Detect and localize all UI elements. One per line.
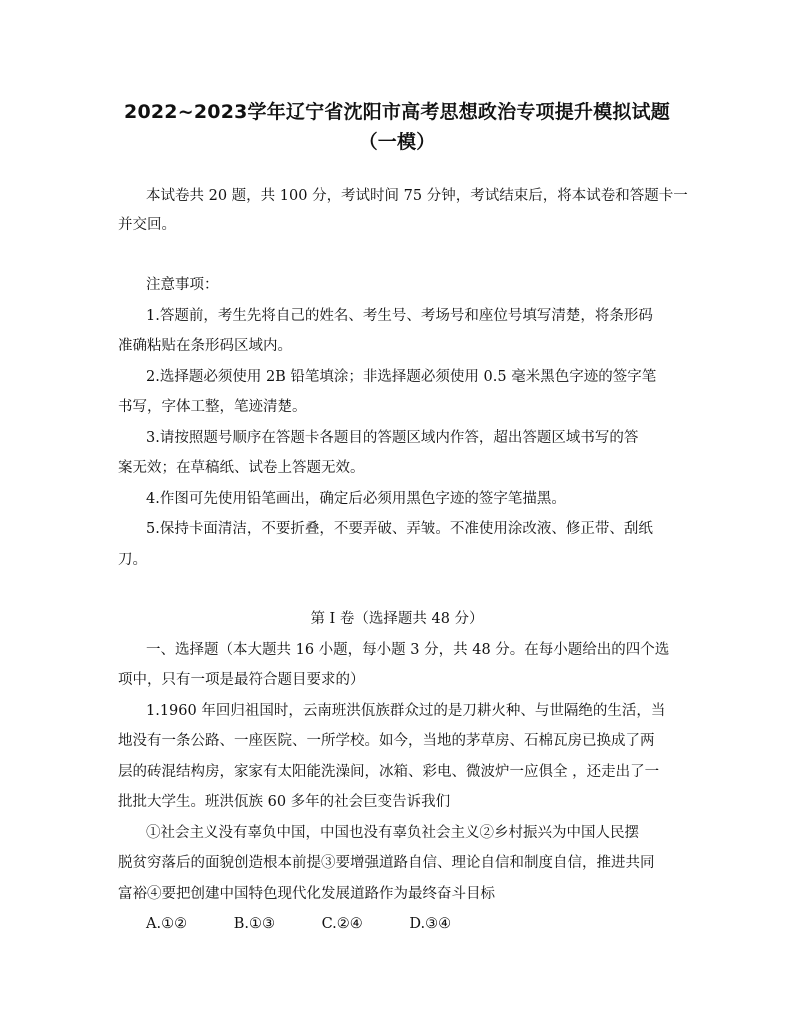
note-3-line-2: 案无效；在草稿纸、试卷上答题无效。 (118, 460, 365, 476)
question-1-line-2: 地没有一条公路、一座医院、一所学校。如今，当地的茅草房、石棉瓦房已换成了两 (118, 733, 655, 749)
exam-title: 2022~2023学年辽宁省沈阳市高考思想政治专项提升模拟试题 (124, 101, 670, 123)
question-1-statements-line-1: ①社会主义没有辜负中国，中国也没有辜负社会主义②乡村振兴为中国人民摆 (146, 825, 639, 841)
option-a: A.①② (146, 916, 188, 932)
question-1-line-1: 1.1960 年回归祖国时，云南班洪佤族群众过的是刀耕火种、与世隔绝的生活，当 (146, 703, 666, 719)
option-c: C.②④ (321, 916, 363, 932)
question-1-statements-line-2: 脱贫穷落后的面貌创造根本前提③要增强道路自信、理论自信和制度自信，推进共同 (118, 855, 655, 871)
section-instructions-line-1: 一、选择题（本大题共 16 小题，每小题 3 分，共 48 分。在每小题给出的四个选 (146, 642, 670, 658)
note-1-line-2: 准确粘贴在条形码区域内。 (118, 338, 292, 354)
question-1-line-4: 批批大学生。班洪佤族 60 多年的社会巨变告诉我们 (118, 794, 451, 810)
note-2-line-2: 书写，字体工整，笔迹清楚。 (118, 399, 307, 415)
question-1-line-3: 层的砖混结构房，家家有太阳能洗澡间，冰箱、彩电、微波炉一应俱全 ，还走出了一 (118, 764, 660, 780)
question-1-statements-line-3: 富裕④要把创建中国特色现代化发展道路作为最终奋斗目标 (118, 886, 495, 902)
question-1-options (146, 914, 680, 934)
note-4-line-1: 4.作图可先使用铅笔画出，确定后必须用黑色字迹的签字笔描黑。 (146, 491, 566, 507)
section-instructions-line-2: 项中，只有一项是最符合题目要求的） (118, 672, 365, 688)
note-3-line-1: 3.请按照题号顺序在答题卡各题目的答题区域内作答，超出答题区域书写的答 (146, 430, 639, 446)
notes-heading: 注意事项： (146, 277, 219, 293)
exam-subtitle: （一模） (358, 131, 436, 153)
section-heading: 第 I 卷（选择题共 48 分） (310, 611, 484, 627)
note-5-line-2: 刀。 (118, 552, 147, 568)
note-1-line-1: 1.答题前，考生先将自己的姓名、考生号、考场号和座位号填写清楚，将条形码 (146, 308, 653, 324)
intro-line-2: 并交回。 (118, 217, 176, 233)
note-2-line-1: 2.选择题必须使用 2B 铅笔填涂；非选择题必须使用 0.5 毫米黑色字迹的签字笔 (146, 369, 657, 385)
option-b: B.①③ (233, 916, 275, 932)
note-5-line-1: 5.保持卡面清洁，不要折叠，不要弄破、弄皱。不准使用涂改液、修正带、刮纸 (146, 521, 653, 537)
option-d: D.③④ (409, 916, 452, 932)
intro-line-1: 本试卷共 20 题，共 100 分，考试时间 75 分钟，考试结束后，将本试卷和答题卡一 (146, 188, 688, 204)
